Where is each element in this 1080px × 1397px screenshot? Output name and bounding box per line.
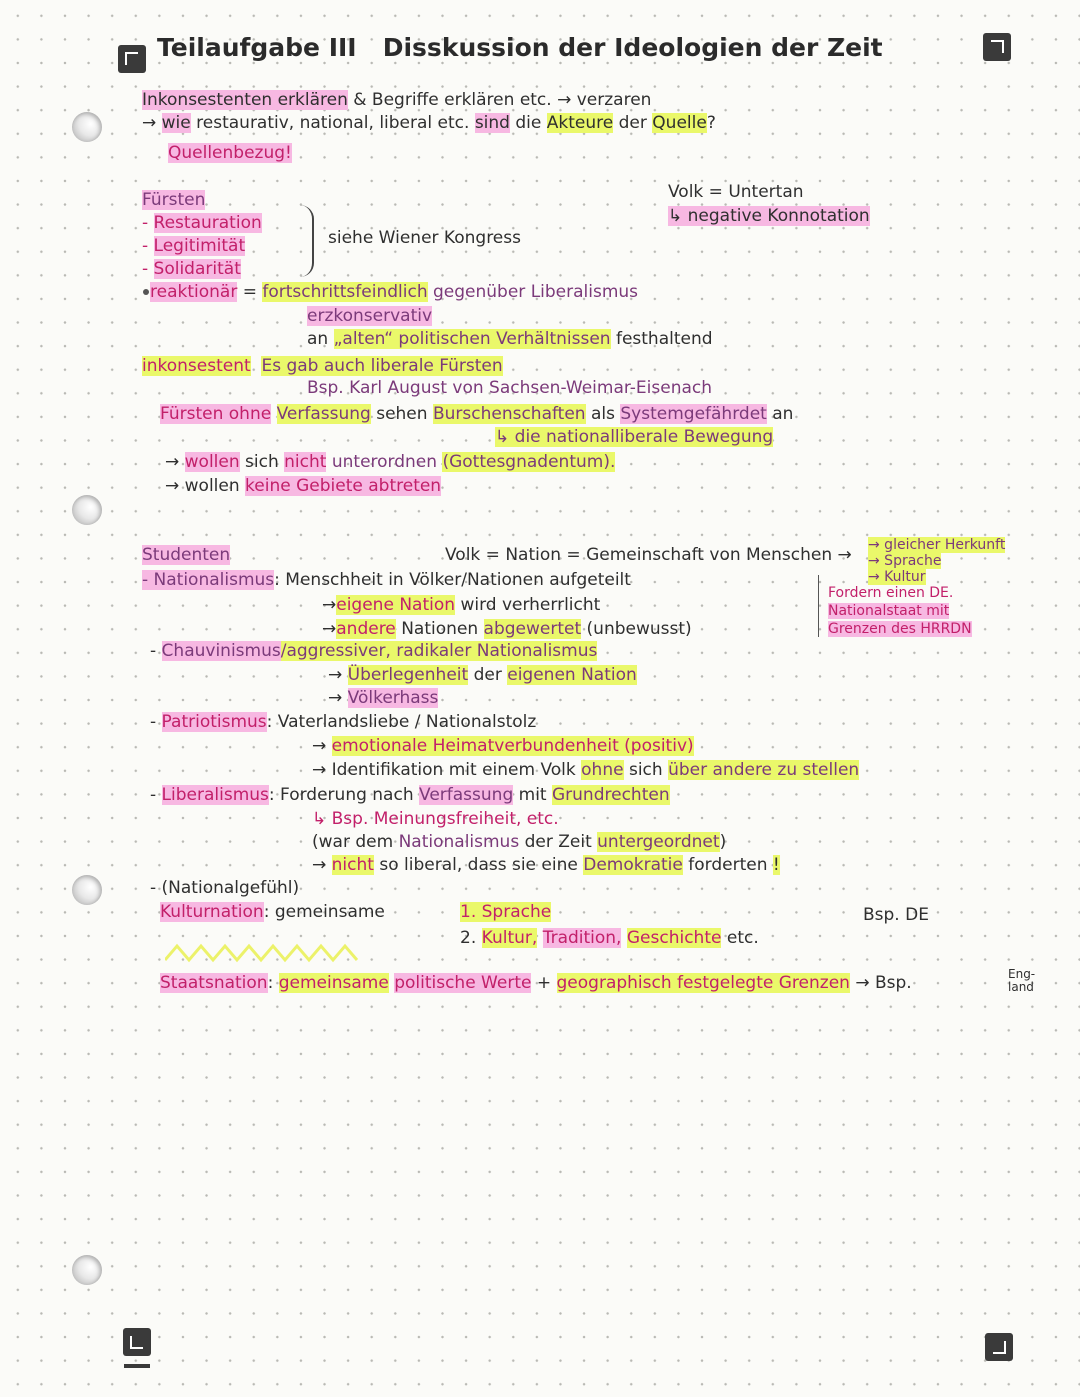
liberalismus-line: - Liberalismus: Forderung nach Verfassung mit Grundrechten [150, 785, 670, 805]
side-note: Grenzen des HRRDN [828, 621, 972, 637]
section-heading-fuersten: Fürsten [142, 190, 206, 210]
intro-line-3: Quellenbezug! [168, 143, 292, 163]
brace-note: siehe Wiener Kongress [328, 228, 521, 248]
binder-hole [72, 495, 102, 525]
staatsnation-bsp: Eng- land [1008, 967, 1036, 994]
kulturnation-line: Kulturnation: gemeinsame [160, 902, 385, 922]
staatsnation-line: Staatsnation: gemeinsame politische Werte + geographisch festgelegte Grenzen → Bsp. [160, 973, 912, 993]
kulturnation-bsp: Bsp. DE [863, 905, 929, 925]
fuersten-bewegung: ↳ die nationalliberale Bewegung [495, 427, 774, 447]
liberalismus-2: (war dem Nationalismus der Zeit untergeordnet) [312, 832, 727, 852]
reaktionaer-3: an „alten“ politischen Verhältnissen festhaltend [307, 329, 713, 349]
nationalismus-2: →andere Nationen abgewertet (unbewusst) [322, 619, 692, 639]
corner-bar [124, 1364, 150, 1368]
zigzag-decoration [165, 940, 365, 964]
intro-line-2: → wie restaurativ, national, liberal etc. sind die Akteure der Quelle? [142, 113, 716, 133]
brace-symbol [300, 205, 314, 277]
corner-mark-icon [123, 1328, 151, 1356]
corner-mark-icon [118, 45, 146, 73]
chauvinismus-2: → Völkerhass [328, 688, 439, 708]
reaktionaer-2: erzkonservativ [307, 306, 433, 326]
binder-hole [72, 1255, 102, 1285]
chauvinismus-1: → Überlegenheit der eigenen Nation [328, 665, 637, 685]
list-item: - Solidarität [142, 259, 241, 279]
list-item: - Legitimität [142, 236, 246, 256]
patriotismus-line: - Patriotismus: Vaterlandsliebe / Nationalstolz [150, 712, 537, 732]
kulturnation-1: 1. Sprache [460, 902, 552, 922]
nationalismus-1: →eigene Nation wird verherrlicht [322, 595, 601, 615]
fuersten-gebiete: → wollen keine Gebiete abtreten [165, 476, 442, 496]
volk-connotation: ↳ negative Konnotation [668, 206, 870, 226]
side-note: Nationalstaat mit [828, 603, 950, 619]
patriotismus-1: → emotionale Heimatverbundenheit (positiv) [312, 736, 694, 756]
patriotismus-2: → Identifikation mit einem Volk ohne sich über andere zu stellen [312, 760, 860, 780]
nationalgefuehl: - (Nationalgefühl) [150, 878, 300, 898]
kulturnation-2: 2. Kultur, Tradition, Geschichte etc. [460, 928, 759, 948]
fuersten-unterordnen: → wollen sich nicht unterordnen (Gottesgnadentum). [165, 452, 616, 472]
corner-mark-icon [985, 1333, 1013, 1361]
intro-line-1: Inkonsestenten erklären & Begriffe erklären etc. → verzaren [142, 90, 652, 110]
volk-list-item: → Kultur [868, 569, 926, 585]
inkonsestent-example: Bsp. Karl August von Sachsen-Weimar-Eisenach [307, 378, 713, 398]
corner-mark-icon [983, 33, 1011, 61]
fuersten-verfassung: Fürsten ohne Verfassung sehen Burschenschaften als Systemgefährdet an [160, 404, 794, 424]
liberalismus-1: ↳ Bsp. Meinungsfreiheit, etc. [312, 809, 559, 829]
binder-hole [72, 112, 102, 142]
section-heading-studenten: Studenten [142, 545, 231, 565]
chauvinismus-line: - Chauvinismus/aggressiver, radikaler Nationalismus [150, 641, 598, 661]
liberalismus-3: → nicht so liberal, dass sie eine Demokratie forderten ! [312, 855, 780, 875]
volk-list-item: → Sprache [868, 553, 942, 569]
volk-nation-def: Volk = Nation = Gemeinschaft von Menschen → [445, 545, 852, 565]
binder-hole [72, 875, 102, 905]
volk-untertan: Volk = Untertan [668, 182, 804, 202]
side-note: Fordern einen DE. [828, 585, 954, 601]
inkonsestent-line: inkonsestent Es gab auch liberale Fürsten [142, 356, 503, 376]
list-item: - Restauration [142, 213, 262, 233]
page-title: Teilaufgabe III Disskussion der Ideologien der Zeit [157, 33, 883, 62]
divider [818, 575, 819, 637]
volk-list-item: → gleicher Herkunft [868, 537, 1006, 553]
reaktionaer-line: reaktionär = fortschrittsfeindlich gegenüber Liberalismus [150, 282, 638, 302]
nationalismus-line: - Nationalismus: Menschheit in Völker/Nationen aufgeteilt [142, 570, 631, 590]
